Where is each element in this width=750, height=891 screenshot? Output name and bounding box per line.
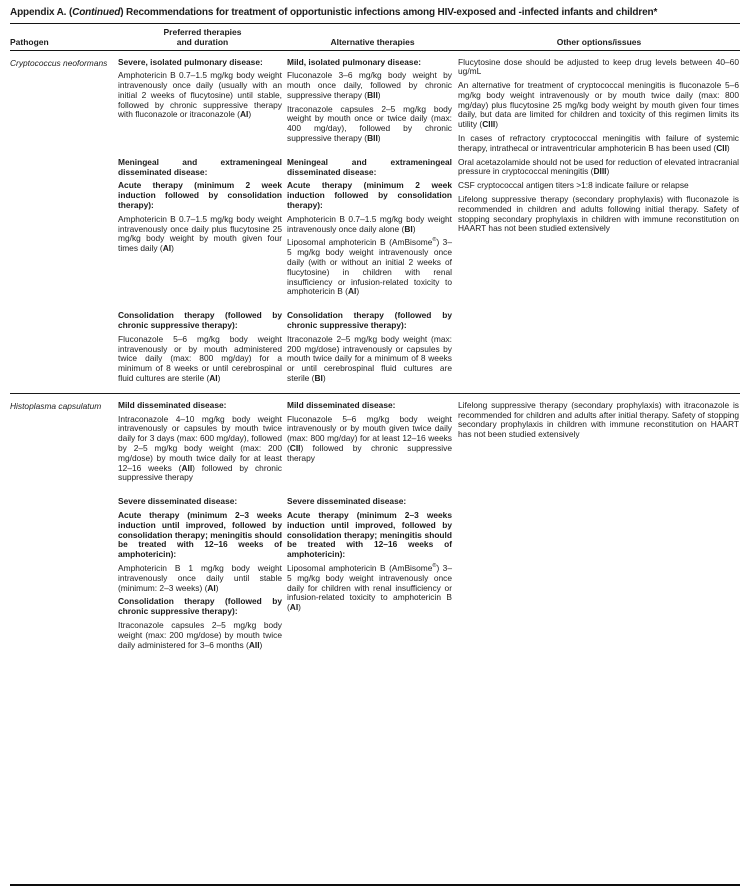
other-options-text: An alternative for treatment of cryptococcal meningitis is fluconazole 5–6 mg/kg body weight intravenously or by mouth twice daily (max: 800 mg/day) plus flucytosine 25 mg/kg body weight by mouth given four times daily, but data are limited for children and toxicity of this regimen limits its utility (CIII) xyxy=(458,80,739,130)
column-header-alternative: Alternative therapies xyxy=(330,36,415,47)
preferred-therapy-cell xyxy=(118,311,287,384)
column-header-preferred: Preferred therapies and duration xyxy=(163,26,242,47)
title-prefix: Appendix A. ( xyxy=(10,7,73,18)
alternative-therapy-cell xyxy=(287,401,458,483)
table-header-row xyxy=(10,24,740,50)
table-body xyxy=(10,51,740,660)
other-options-text: Lifelong suppressive therapy (secondary prophylaxis) with fluconazole is recommended in children and adults following initial therapy. Safety of stopping secondary prophylaxis in children with immune reconstitution on HAART has not been studied extensively xyxy=(458,194,739,234)
alternative-therapy-cell xyxy=(287,58,458,144)
alternative-therapy-text: Amphotericin B 0.7–1.5 mg/kg body weight intravenously once daily alone (BI) xyxy=(287,213,452,234)
alternative-therapy-text: Itraconazole 2–5 mg/kg body weight (max: 200 mg/dose) intravenously or capsules by mouth twice daily for a minimum of 8 weeks or until cerebrospinal fluid cultures are sterile (BI) xyxy=(287,333,452,384)
column-header-pathogen: Pathogen xyxy=(10,36,49,47)
alternative-disease-heading: Acute therapy (minimum 2–3 weeks induction until improved, followed by consolidation therapy; meningitis should be treated with 12–16 weeks of amphotericin): xyxy=(287,509,452,560)
preferred-disease-heading: Meningeal and extrameningeal disseminated disease: xyxy=(118,156,282,177)
alternative-therapy-text: Fluconazole 5–6 mg/kg body weight intravenously or by mouth given twice daily (max: 800 mg/day) for at least 12–16 weeks (CII) followed by chronic suppressive therapy xyxy=(287,413,452,463)
alternative-therapy-text: Liposomal amphotericin B (AmBisome®) 3–5 mg/kg body weight intravenously once daily for children with renal insufficiency or infusion-related toxicity to amphotericin B (AI) xyxy=(287,562,453,613)
alternative-therapy-cell xyxy=(287,497,458,650)
alternative-therapy-text: Itraconazole capsules 2–5 mg/kg body weight by mouth once or twice daily (max: 400 mg/day), followed by chronic suppressive therapy (BII) xyxy=(287,103,452,144)
preferred-therapy-text: Amphotericin B 0.7–1.5 mg/kg body weight intravenously once daily (usually with an initial 2 weeks of flucytosine) until stable, followed by chronic suppressive therapy with fluconazole or itraconazole (AI) xyxy=(118,70,282,120)
alternative-disease-heading: Meningeal and extrameningeal disseminated disease: xyxy=(287,156,452,177)
preferred-disease-heading: Acute therapy (minimum 2–3 weeks induction until improved, followed by consolidation therapy; meningitis should be treated with 12–16 weeks of amphotericin): xyxy=(118,509,282,560)
preferred-therapy-cell xyxy=(118,58,287,144)
preferred-therapy-cell xyxy=(118,158,287,297)
alternative-therapy-text: Liposomal amphotericin B (AmBisome®) 3–5 mg/kg body weight intravenously once daily (with or without an initial 2 weeks of flucytosine) in children with renal insufficiency or infusion-related toxicity to amphotericin B (AI) xyxy=(287,237,453,297)
pathogen-name: Cryptococcus neoformans xyxy=(10,57,108,68)
preferred-therapy-text: Amphotericin B 1 mg/kg body weight intravenously once daily until stable (minimum: 2–3 weeks) (AI) xyxy=(118,562,282,593)
alternative-disease-heading: Mild disseminated disease: xyxy=(287,399,396,410)
alternative-disease-heading: Consolidation therapy (followed by chronic suppressive therapy): xyxy=(287,310,452,331)
table-row xyxy=(10,51,740,393)
alternative-disease-heading: Acute therapy (minimum 2 week induction followed by consolidation therapy): xyxy=(287,180,452,211)
preferred-disease-heading: Consolidation therapy (followed by chronic suppressive therapy): xyxy=(118,310,282,331)
other-options-text: Oral acetazolamide should not be used for reduction of elevated intracranial pressure in cryptococcal meningitis (DIII) xyxy=(458,156,739,177)
other-options-text: Lifelong suppressive therapy (secondary prophylaxis) with itraconazole is recommended for children and adults after initial therapy. Safety of stopping secondary prophylaxis in children with immune reconstitution on HAART has not been studied extensively xyxy=(458,399,739,440)
preferred-disease-heading: Severe disseminated disease: xyxy=(118,496,238,507)
preferred-disease-heading: Acute therapy (minimum 2 week induction followed by consolidation therapy): xyxy=(118,180,282,211)
alternative-therapy-cell xyxy=(287,158,458,297)
other-options-text: CSF cryptococcal antigen titers >1:8 indicate failure or relapse xyxy=(458,180,689,191)
other-options-text: In cases of refractory cryptococcal meningitis with failure of systemic therapy, intrathecal or intraventricular amphotericin B has been used (CII) xyxy=(458,133,739,153)
preferred-therapy-text: Intraconazole 4–10 mg/kg body weight intravenously or capsules by mouth twice daily for 3 days (max: 600 mg/day), followed by 2–5 mg/kg body weight (max: 200 mg/dose) by mouth twice daily for at least 12–16 weeks (AII) followed by chronic suppressive therapy xyxy=(118,413,282,483)
preferred-disease-heading: Consolidation therapy (followed by chronic suppressive therapy): xyxy=(118,596,282,617)
title-suffix: ) Recommendations for treatment of opportunistic infections among HIV-exposed and -infected infants and children* xyxy=(120,7,658,18)
table-row xyxy=(10,393,740,660)
rule-table-bottom xyxy=(10,884,740,886)
alternative-disease-heading: Severe disseminated disease: xyxy=(287,496,407,507)
preferred-disease-heading: Severe, isolated pulmonary disease: xyxy=(118,56,263,67)
alternative-therapy-cell xyxy=(287,311,458,384)
alternative-disease-heading: Mild, isolated pulmonary disease: xyxy=(287,56,422,67)
preferred-disease-heading: Mild disseminated disease: xyxy=(118,399,227,410)
preferred-therapy-cell xyxy=(118,401,287,483)
preferred-therapy-cell xyxy=(118,497,287,650)
preferred-therapy-text: Itraconazole capsules 2–5 mg/kg body weight (max: 200 mg/dose) by mouth twice daily administered for 3–6 months (AII) xyxy=(118,619,282,650)
alternative-therapy-text: Fluconazole 3–6 mg/kg body weight by mouth once daily, followed by chronic suppressive therapy (BII) xyxy=(287,70,452,100)
column-header-other: Other options/issues xyxy=(556,36,642,47)
preferred-therapy-text: Amphotericin B 0.7–1.5 mg/kg body weight intravenously once daily plus flucytosine 25 mg/kg body weight by mouth given four times daily (AI) xyxy=(118,213,282,254)
preferred-therapy-text: Fluconazole 5–6 mg/kg body weight intravenously or by mouth administered twice daily (max: 800 mg/day) for a minimum of 8 weeks or until cerebrospinal fluid cultures are sterile (AI) xyxy=(118,333,282,384)
title-continued: Continued xyxy=(72,7,121,18)
other-options-cell xyxy=(458,401,740,651)
other-options-text: Flucytosine dose should be adjusted to keep drug levels between 40–60 ug/mL xyxy=(458,56,739,77)
other-options-cell xyxy=(458,58,740,384)
page-title xyxy=(10,7,740,19)
pathogen-name: Histoplasma capsulatum xyxy=(10,400,102,411)
